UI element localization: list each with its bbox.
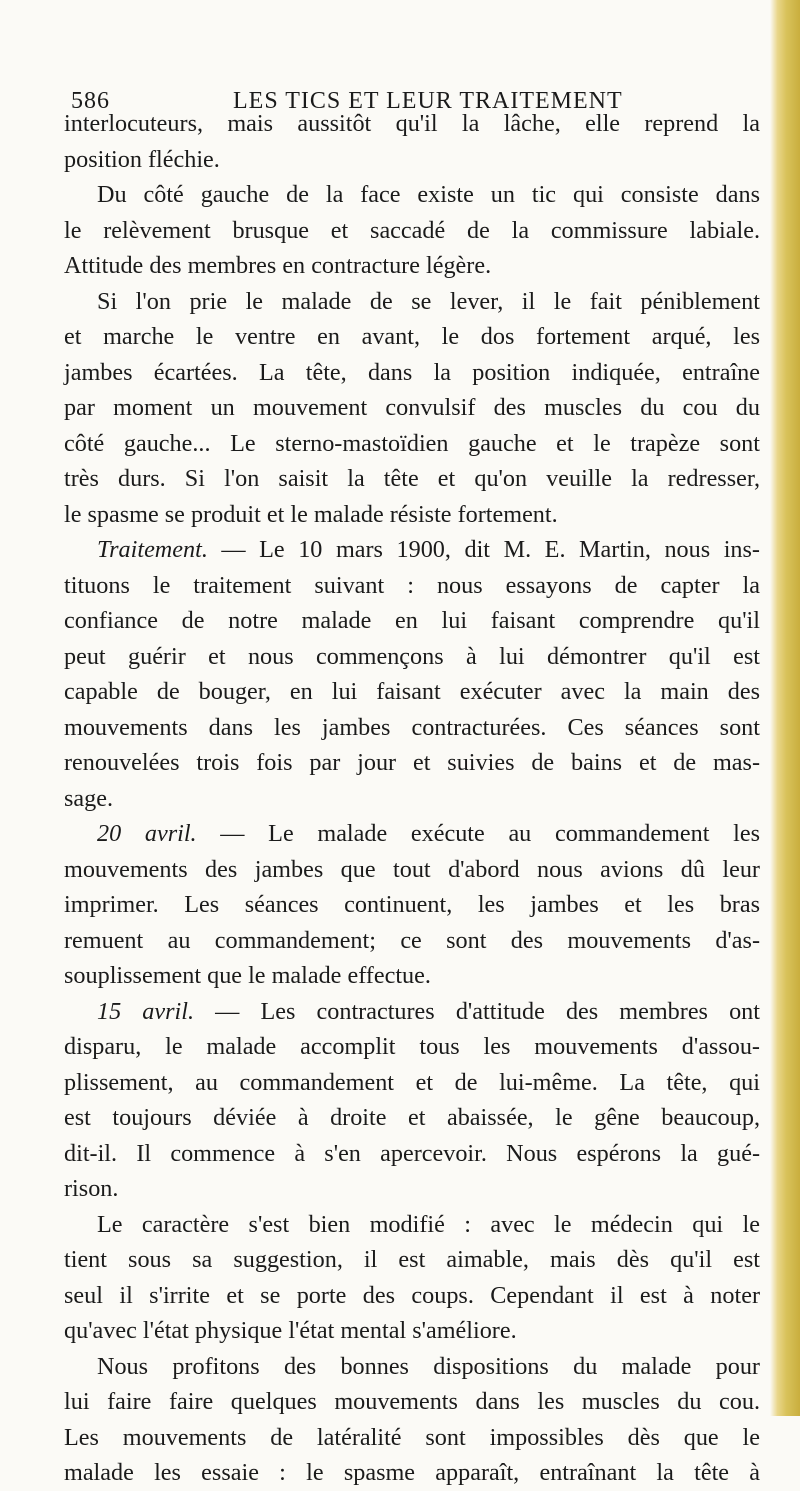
text-line: mouvements des jambes que tout d'abord nous avions dû leur bbox=[64, 855, 760, 883]
page-edge-gilt bbox=[770, 0, 800, 1416]
text-line: par moment un mouvement convulsif des muscles du cou du bbox=[64, 394, 760, 421]
text-line: interlocuteurs, mais aussitôt qu'il la lâche, elle reprend la bbox=[64, 110, 760, 137]
text-line: remuent au commandement; ce sont des mouvements d'as- bbox=[64, 926, 760, 954]
text-line: tient sous sa suggestion, il est aimable, mais dès qu'il est bbox=[64, 1246, 760, 1273]
text-line: lui faire faire quelques mouvements dans les muscles du cou. bbox=[64, 1388, 760, 1415]
text-line: est toujours déviée à droite et abaissée, le gêne beaucoup, bbox=[64, 1104, 760, 1131]
text-line: Nous profitons des bonnes dispositions du malade pour bbox=[97, 1352, 760, 1380]
page-number: 586 bbox=[71, 88, 110, 114]
text-line: qu'avec l'état physique l'état mental s'améliore. bbox=[64, 1317, 517, 1344]
text-line: très durs. Si l'on saisit la tête et qu'on veuille la redresser, bbox=[64, 465, 760, 492]
line-rest: — Le 10 mars 1900, dit M. E. Martin, nous ins- bbox=[207, 536, 760, 563]
text-line: capable de bouger, en lui faisant exécuter avec la main des bbox=[64, 678, 760, 705]
text-line: Attitude des membres en contracture légère. bbox=[64, 252, 492, 279]
italic-lead: 15 avril. bbox=[97, 997, 195, 1025]
text-line: confiance de notre malade en lui faisant comprendre qu'il bbox=[64, 607, 760, 634]
text-line: peut guérir et nous commençons à lui démontrer qu'il est bbox=[64, 642, 760, 670]
text-line bbox=[64, 532, 760, 568]
text-line: rison. bbox=[64, 1175, 119, 1202]
text-line: le spasme se produit et le malade résiste fortement. bbox=[64, 500, 558, 528]
body-text bbox=[64, 106, 760, 1491]
italic-lead: 20 avril. bbox=[97, 820, 197, 847]
text-line: Le caractère s'est bien modifié : avec le médecin qui le bbox=[97, 1210, 760, 1238]
italic-lead: Traitement. bbox=[97, 536, 208, 563]
text-line: Les mouvements de latéralité sont impossibles dès que le bbox=[64, 1423, 760, 1451]
line-rest: — Le malade exécute au commandement les bbox=[196, 820, 760, 847]
text-line: souplissement que le malade effectue. bbox=[64, 962, 431, 989]
text-line: malade les essaie : le spasme apparaît, entraînant la tête à bbox=[64, 1459, 760, 1486]
text-line: renouvelées trois fois par jour et suivies de bains et de mas- bbox=[64, 749, 760, 776]
text-line: seul il s'irrite et se porte des coups. Cependant il est à noter bbox=[64, 1281, 760, 1309]
text-line: position fléchie. bbox=[64, 145, 220, 173]
text-line: mouvements dans les jambes contracturées. Ces séances sont bbox=[64, 713, 760, 741]
running-title: LES TICS ET LEUR TRAITEMENT bbox=[233, 88, 623, 114]
text-line: dit-il. Il commence à s'en apercevoir. Nous espérons la gué- bbox=[64, 1139, 760, 1167]
text-line: imprimer. Les séances continuent, les jambes et les bras bbox=[64, 891, 760, 918]
text-line: sage. bbox=[64, 784, 114, 812]
text-line: jambes écartées. La tête, dans la position indiquée, entraîne bbox=[64, 358, 760, 386]
text-line: et marche le ventre en avant, le dos fortement arqué, les bbox=[64, 323, 760, 350]
text-line: Si l'on prie le malade de se lever, il le fait péniblement bbox=[97, 287, 760, 315]
text-line: Du côté gauche de la face existe un tic qui consiste dans bbox=[97, 181, 760, 208]
text-line: côté gauche... Le sterno-mastoïdien gauche et le trapèze sont bbox=[64, 429, 760, 457]
text-line bbox=[64, 994, 760, 1030]
text-line: plissement, au commandement et de lui-même. La tête, qui bbox=[64, 1068, 760, 1096]
text-line bbox=[64, 816, 760, 852]
text-line: disparu, le malade accomplit tous les mouvements d'assou- bbox=[64, 1033, 760, 1060]
text-line: le relèvement brusque et saccadé de la commissure labiale. bbox=[64, 216, 760, 244]
line-rest: — Les contractures d'attitude des membres ont bbox=[194, 997, 760, 1025]
text-line: tituons le traitement suivant : nous essayons de capter la bbox=[64, 571, 760, 599]
